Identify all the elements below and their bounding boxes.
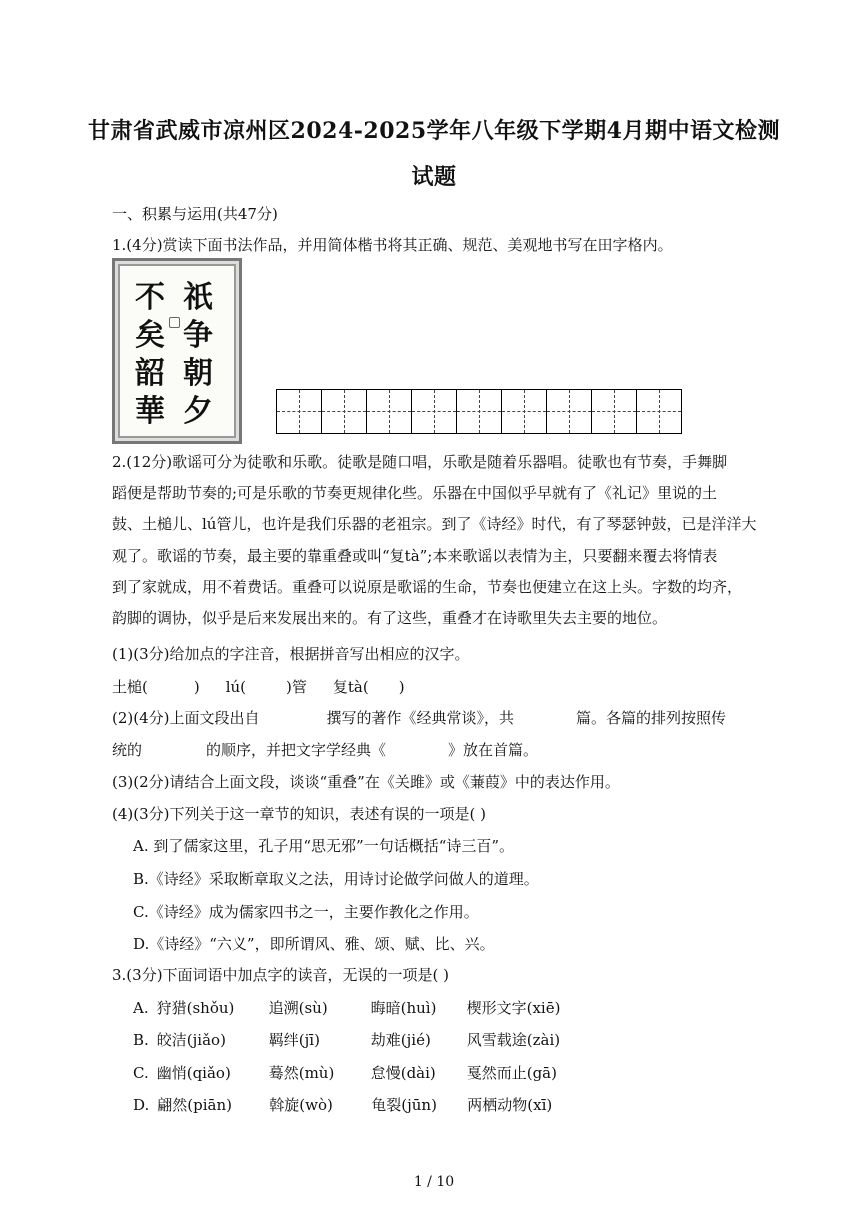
page-number: 1 / 10 (413, 1174, 455, 1190)
passage-line: 鼓、土槌儿、lú管儿，也许是我们乐器的老祖宗。到了《诗经》时代，有了琴瑟钟鼓，已是洋洋大 (112, 515, 757, 533)
grid-cell[interactable] (547, 389, 592, 434)
doc-title-line2: 试题 (411, 164, 457, 190)
calligraphy-char: 矣 (135, 318, 165, 353)
option-letter: B. (133, 1031, 149, 1049)
option-letter: A. (133, 999, 149, 1017)
q3-option-a[interactable] (133, 997, 560, 1018)
question-1: 1.(4分)赏读下面书法作品，并用简体楷书将其正确、规范、美观地书写在田字格内。 (112, 236, 673, 254)
blank-label: lú( (225, 678, 247, 696)
option-letter: D. (133, 1096, 150, 1114)
text-segment: 统的 (112, 741, 143, 759)
option-word: 追溯(sù) (268, 999, 328, 1017)
option-word: 龟裂(jūn) (371, 1096, 437, 1114)
option-word: 皎洁(jiǎo) (156, 1031, 226, 1049)
option-word: 斡旋(wò) (269, 1096, 333, 1114)
blank-label: ) (398, 678, 405, 696)
answer-blanks-row (112, 676, 405, 697)
option-c[interactable]: C.《诗经》成为儒家四书之一，主要作教化之作用。 (133, 903, 479, 921)
question-2-2-cont (112, 739, 538, 760)
blank-label: ) (193, 678, 200, 696)
blank-label: 复tà( (332, 678, 369, 696)
calligraphy-char: 韶 (135, 356, 165, 391)
option-word: 晦暗(huì) (370, 999, 437, 1017)
passage-line: 蹈便是帮助节奏的;可是乐歌的节奏更规律化些。乐器在中国似乎早就有了《礼记》里说的土 (112, 484, 718, 502)
option-b[interactable]: B.《诗经》采取断章取义之法，用诗讨论做学问做人的道理。 (133, 870, 539, 888)
section-heading: 一、积累与运用(共47分) (112, 205, 278, 223)
grid-cell[interactable] (412, 389, 457, 434)
option-d[interactable]: D.《诗经》“六义”，即所谓风、雅、颂、赋、比、兴。 (133, 935, 495, 953)
grid-cell[interactable] (502, 389, 547, 434)
passage-line: 到了家就成，用不着费话。重叠可以说原是歌谣的生命，节奏也便建立在这上头。字数的均齐， (112, 578, 743, 596)
grid-cell[interactable] (367, 389, 412, 434)
option-a[interactable]: A. 到了儒家这里，孔子用“思无邪”一句话概括“诗三百”。 (133, 837, 515, 855)
option-word: 狩猎(shǒu) (156, 999, 235, 1017)
calligraphy-char: 争 (183, 318, 213, 353)
option-word: 羁绊(jī) (268, 1031, 320, 1049)
text-segment: 篇。各篇的排列按照传 (576, 709, 727, 727)
option-word: 蓦然(mù) (268, 1064, 335, 1082)
q3-option-d[interactable] (133, 1094, 552, 1115)
doc-title-line1: 甘肃省武威市凉州区2024-2025学年八年级下学期4月期中语文检测 (88, 118, 780, 144)
option-word: 幽悄(qiǎo) (156, 1064, 231, 1082)
passage-line: 观了。歌谣的节奏，最主要的靠重叠或叫“复tà”;本来歌谣以表情为主，只要翻来覆去将情表 (112, 547, 718, 565)
calligraphy-char: 夕 (183, 394, 213, 429)
option-word: 戛然而止(gā) (466, 1064, 557, 1082)
question-3: 3.(3分)下面词语中加点字的读音，无误的一项是( ) (112, 966, 450, 984)
option-word: 劫难(jié) (370, 1031, 431, 1049)
calligraphy-char: 華 (135, 394, 165, 429)
question-2-2 (112, 707, 726, 728)
option-word: 风雪载途(zài) (466, 1031, 561, 1049)
grid-cell[interactable] (277, 389, 322, 434)
q3-option-c[interactable] (133, 1062, 557, 1083)
question-2-1: (1)(3分)给加点的字注音，根据拼音写出相应的汉字。 (112, 645, 470, 663)
calligraphy-artwork (112, 258, 242, 444)
q3-option-b[interactable] (133, 1029, 560, 1050)
seal-stamp (169, 317, 180, 328)
text-segment: 的顺序，并把文字学经典《 (206, 741, 387, 759)
text-segment: 撰写的著作《经典常谈》，共 (326, 709, 515, 727)
text-segment: 》放在首篇。 (448, 741, 539, 759)
calligraphy-char: 不 (135, 280, 165, 315)
text-segment: (2)(4分)上面文段出自 (112, 709, 260, 727)
option-word: 怠慢(dài) (370, 1064, 436, 1082)
grid-cell[interactable] (592, 389, 637, 434)
blank-label: 土槌( (112, 678, 148, 696)
question-2-4: (4)(3分)下列关于这一章节的知识，表述有误的一项是( ) (112, 805, 486, 823)
grid-cell[interactable] (637, 389, 682, 434)
option-letter: C. (133, 1064, 149, 1082)
blank-label: )管 (286, 678, 307, 696)
option-word: 两栖动物(xī) (467, 1096, 553, 1114)
grid-cell[interactable] (457, 389, 502, 434)
calligraphy-char: 朝 (183, 356, 213, 391)
option-word: 楔形文字(xiē) (466, 999, 561, 1017)
question-2-3: (3)(2分)请结合上面文段，谈谈“重叠”在《关雎》或《蒹葭》中的表达作用。 (112, 773, 620, 791)
passage-line: 2.(12分)歌谣可分为徒歌和乐歌。徒歌是随口唱，乐歌是随着乐器唱。徒歌也有节奏，手舞脚 (112, 453, 728, 471)
option-word: 翩然(piān) (157, 1096, 232, 1114)
passage-line: 韵脚的调协，似乎是后来发展出来的。有了这些，重叠才在诗歌里失去主要的地位。 (112, 609, 668, 627)
tianzige-grid[interactable] (276, 389, 682, 434)
grid-cell[interactable] (322, 389, 367, 434)
calligraphy-char: 祇 (183, 280, 213, 315)
